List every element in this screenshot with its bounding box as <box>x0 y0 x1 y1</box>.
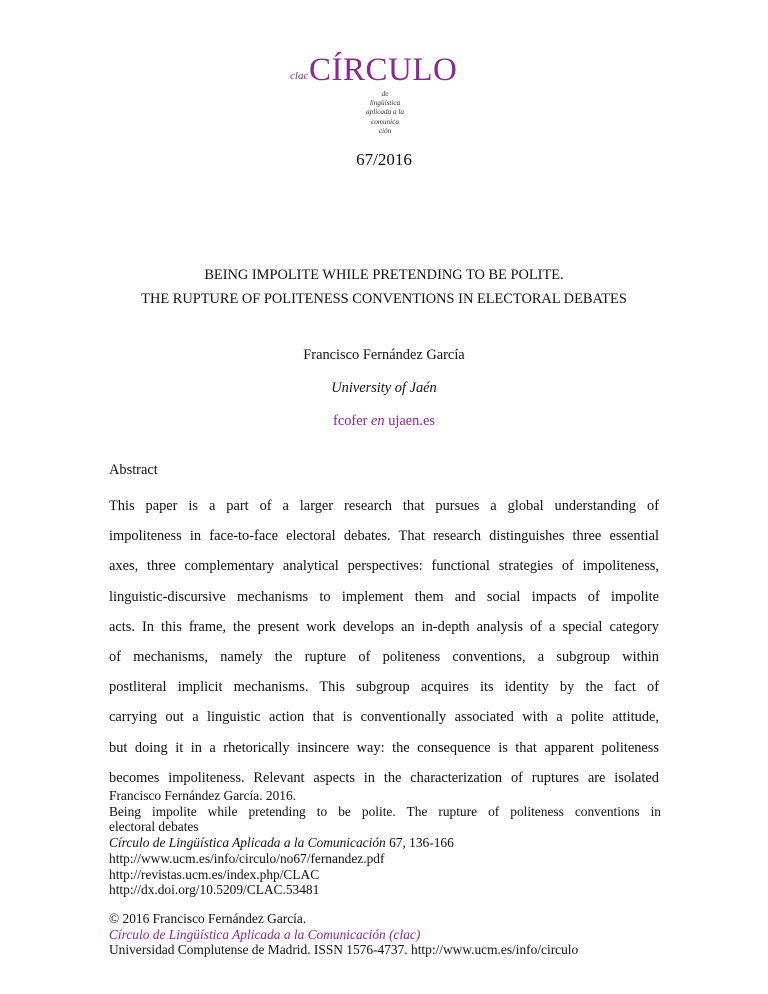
logo-name: CÍRCULO <box>309 52 458 88</box>
email-domain: ujaen.es <box>388 413 435 429</box>
abstract-line: This paper is a part of a larger research that pursues a global understanding of <box>109 498 659 514</box>
citation-journal <box>109 835 661 851</box>
citation-journal-name: Círculo de Lingüística Aplicada a la Comunicación <box>109 835 386 851</box>
abstract-line: but doing it in a rhetorically insincere way: the consequence is that apparent politeness <box>109 739 659 756</box>
citation-title-line: Being impolite while pretending to be polite. The rupture of politeness conventions in <box>109 803 661 819</box>
logo-subtitle-line: de <box>381 90 389 98</box>
abstract-line: carrying out a linguistic action that is conventionally associated with a polite attitude, <box>109 709 659 726</box>
copyright-publisher: Universidad Complutense de Madrid. ISSN 1576-4737. http://www.ucm.es/info/circulo <box>109 942 579 958</box>
author-affiliation: University of Jaén <box>331 380 437 396</box>
citation-author-year: Francisco Fernández García. 2016. <box>109 788 297 803</box>
abstract-body <box>109 491 659 793</box>
citation-doi-link[interactable]: http://dx.doi.org/10.5209/CLAC.53481 <box>109 882 320 898</box>
title-line: THE RUPTURE OF POLITENESS CONVENTIONS IN ELECTORAL DEBATES <box>141 291 627 307</box>
logo-prefix: clac <box>290 70 309 82</box>
abstract-line: becomes impoliteness. Relevant aspects in the characterization of ruptures are isolated <box>109 769 659 786</box>
citation-journal-link[interactable]: http://revistas.ucm.es/index.php/CLAC <box>109 866 320 882</box>
citation-url-link[interactable]: http://www.ucm.es/info/circulo/no67/fernandez.pdf <box>109 850 385 866</box>
issue-number: 67/2016 <box>356 150 412 169</box>
copyright-block <box>109 911 689 958</box>
citation-journal-pages: 67, 136-166 <box>385 835 454 851</box>
abstract-line: axes, three complementary analytical perspectives: functional strategies of impoliteness, <box>109 558 659 575</box>
citation-block <box>109 788 661 898</box>
logo-subtitle-line: lingüística <box>369 99 401 108</box>
clac-logo <box>290 52 480 142</box>
logo-subtitle-line: ción <box>378 126 392 135</box>
abstract-line: postliteral implicit mechanisms. This subgroup acquires its identity by the fact of <box>109 679 659 696</box>
author-email[interactable] <box>0 413 768 430</box>
logo-subtitle <box>360 90 410 136</box>
logo-subtitle-line: comunica <box>371 117 399 126</box>
abstract-heading: Abstract <box>109 462 158 478</box>
copyright-line: © 2016 Francisco Fernández García. <box>109 911 307 926</box>
citation-title-line: electoral debates <box>109 819 199 835</box>
title-line: BEING IMPOLITE WHILE PRETENDING TO BE POLITE. <box>204 267 564 283</box>
abstract-line: of mechanisms, namely the rupture of politeness conventions, a subgroup within <box>109 648 659 665</box>
email-user: fcofer <box>333 413 368 429</box>
paper-title <box>0 263 768 311</box>
abstract-line: linguistic-discursive mechanisms to implement them and social impacts of impolite <box>109 588 659 605</box>
copyright-journal: Círculo de Lingüística Aplicada a la Comunicación (clac) <box>109 926 421 942</box>
abstract-line: impoliteness in face-to-face electoral debates. That research distinguishes three essential <box>109 528 659 545</box>
author-name: Francisco Fernández García <box>303 347 465 363</box>
email-at: en <box>371 413 385 429</box>
logo-subtitle-line: aplicada a la <box>366 108 404 117</box>
abstract-line: acts. In this frame, the present work develops an in-depth analysis of a special category <box>109 618 659 635</box>
